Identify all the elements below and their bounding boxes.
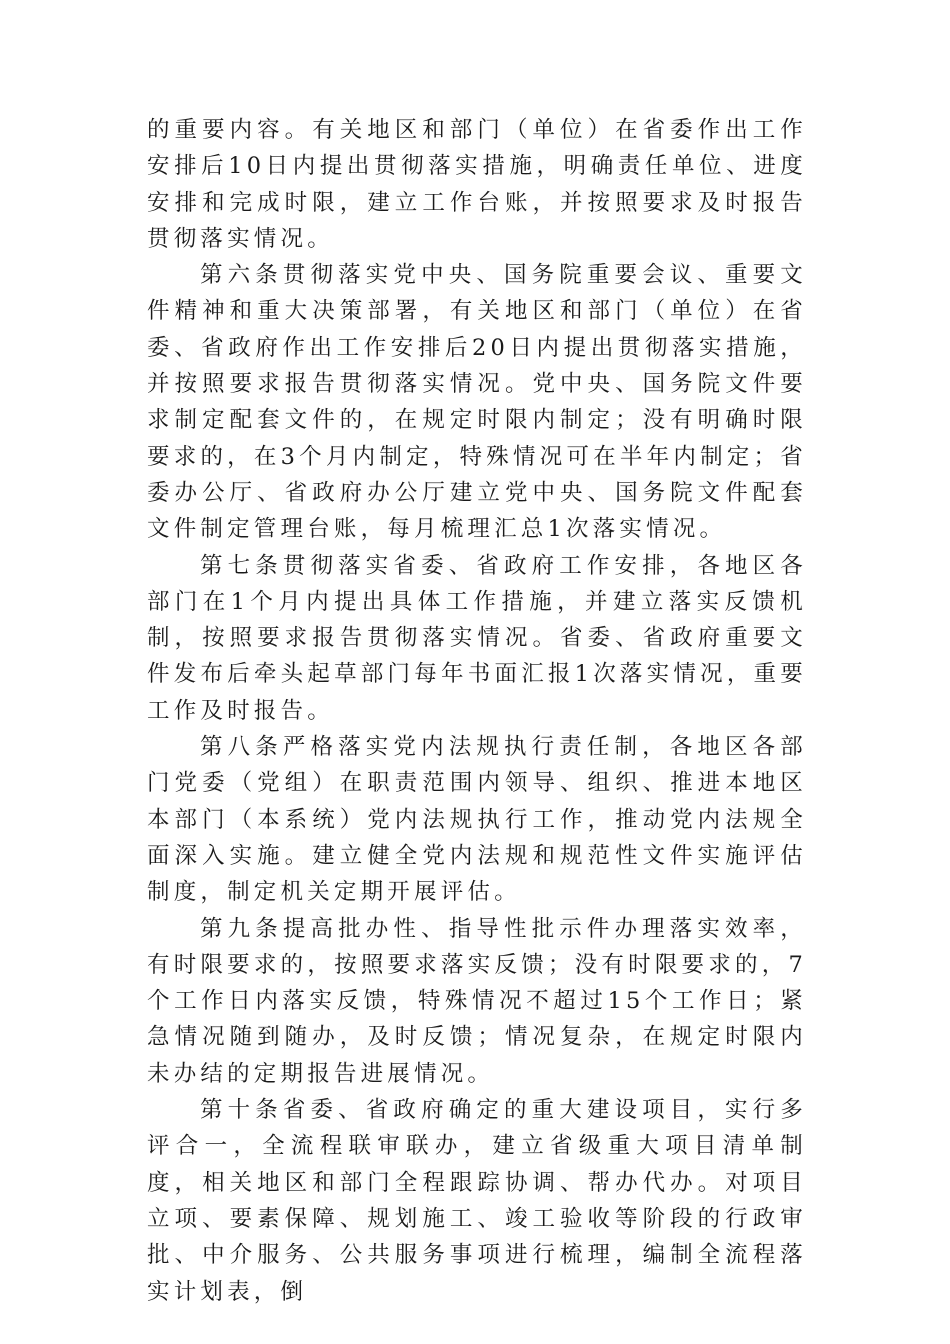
paragraph-article-7: 第七条贯彻落实省委、省政府工作安排，各地区各部门在1个月内提出具体工作措施，并建立落实反馈机制，按照要求报告贯彻落实情况。省委、省政府重要文件发布后牵头起草部门每年书面汇报1次落实情况，重要工作及时报告。 (147, 552, 807, 724)
document-body (147, 112, 807, 1310)
paragraph-article-9: 第九条提高批办性、指导性批示件办理落实效率，有时限要求的，按照要求落实反馈；没有时限要求的，7个工作日内落实反馈，特殊情况不超过15个工作日；紧急情况随到随办，及时反馈；情况复杂，在规定时限内未办结的定期报告进展情况。 (147, 915, 807, 1087)
paragraph-article-8: 第八条严格落实党内法规执行责任制，各地区各部门党委（党组）在职责范围内领导、组织、推进本地区本部门（本系统）党内法规执行工作，推动党内法规全面深入实施。建立健全党内法规和规范性文件实施评估制度，制定机关定期开展评估。 (147, 734, 807, 906)
paragraph-continuation: 的重要内容。有关地区和部门（单位）在省委作出工作安排后10日内提出贯彻落实措施，明确责任单位、进度安排和完成时限，建立工作台账，并按照要求及时报告贯彻落实情况。 (147, 117, 807, 252)
paragraph-article-10: 第十条省委、省政府确定的重大建设项目，实行多评合一，全流程联审联办，建立省级重大项目清单制度，相关地区和部门全程跟踪协调、帮办代办。对项目立项、要素保障、规划施工、竣工验收等阶段的行政审批、中介服务、公共服务事项进行梳理，编制全流程落实计划表，倒 (147, 1097, 807, 1305)
paragraph-article-6: 第六条贯彻落实党中央、国务院重要会议、重要文件精神和重大决策部署，有关地区和部门（单位）在省委、省政府作出工作安排后20日内提出贯彻落实措施，并按照要求报告贯彻落实情况。党中央、国务院文件要求制定配套文件的，在规定时限内制定；没有明确时限要求的，在3个月内制定，特殊情况可在半年内制定；省委办公厅、省政府办公厅建立党中央、国务院文件配套文件制定管理台账，每月梳理汇总1次落实情况。 (147, 262, 807, 543)
